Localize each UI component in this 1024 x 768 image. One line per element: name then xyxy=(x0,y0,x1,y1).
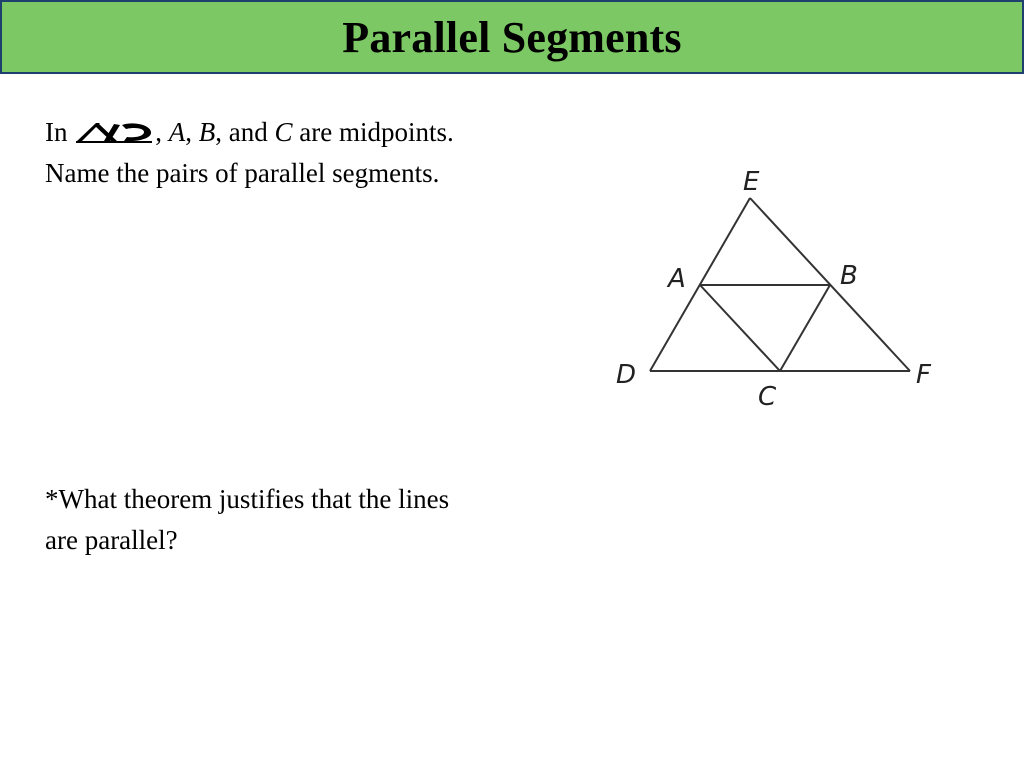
question-line-2: Name the pairs of parallel segments. xyxy=(45,158,440,188)
point-c-text: C xyxy=(274,117,293,147)
title-bar xyxy=(0,0,1024,74)
triangle-symbol-icon xyxy=(74,119,154,145)
comma-1: , xyxy=(155,117,162,147)
in-word: In xyxy=(45,117,68,147)
question-text xyxy=(45,112,585,194)
triangle-diagram xyxy=(600,160,960,420)
label-c: C xyxy=(758,382,777,412)
theorem-line-1: *What theorem justifies that the lines xyxy=(45,484,450,514)
label-f: F xyxy=(916,360,931,390)
midpoints-text: are midpoints. xyxy=(292,117,454,147)
comma-2: , xyxy=(185,117,199,147)
label-a: A xyxy=(668,264,686,294)
label-b: B xyxy=(840,261,858,291)
question-line-1 xyxy=(45,112,585,153)
theorem-line-2: are parallel? xyxy=(45,525,178,555)
point-b-text: B xyxy=(198,117,216,147)
slide-title: Parallel Segments xyxy=(342,12,682,62)
label-d: D xyxy=(616,360,637,390)
label-e: E xyxy=(743,167,760,197)
segment-AC xyxy=(700,285,780,371)
and-word: , and xyxy=(215,117,275,147)
point-a-text: A xyxy=(168,117,186,147)
segment-BC xyxy=(780,285,830,371)
theorem-question xyxy=(45,479,585,561)
triangle-lines xyxy=(650,198,910,371)
